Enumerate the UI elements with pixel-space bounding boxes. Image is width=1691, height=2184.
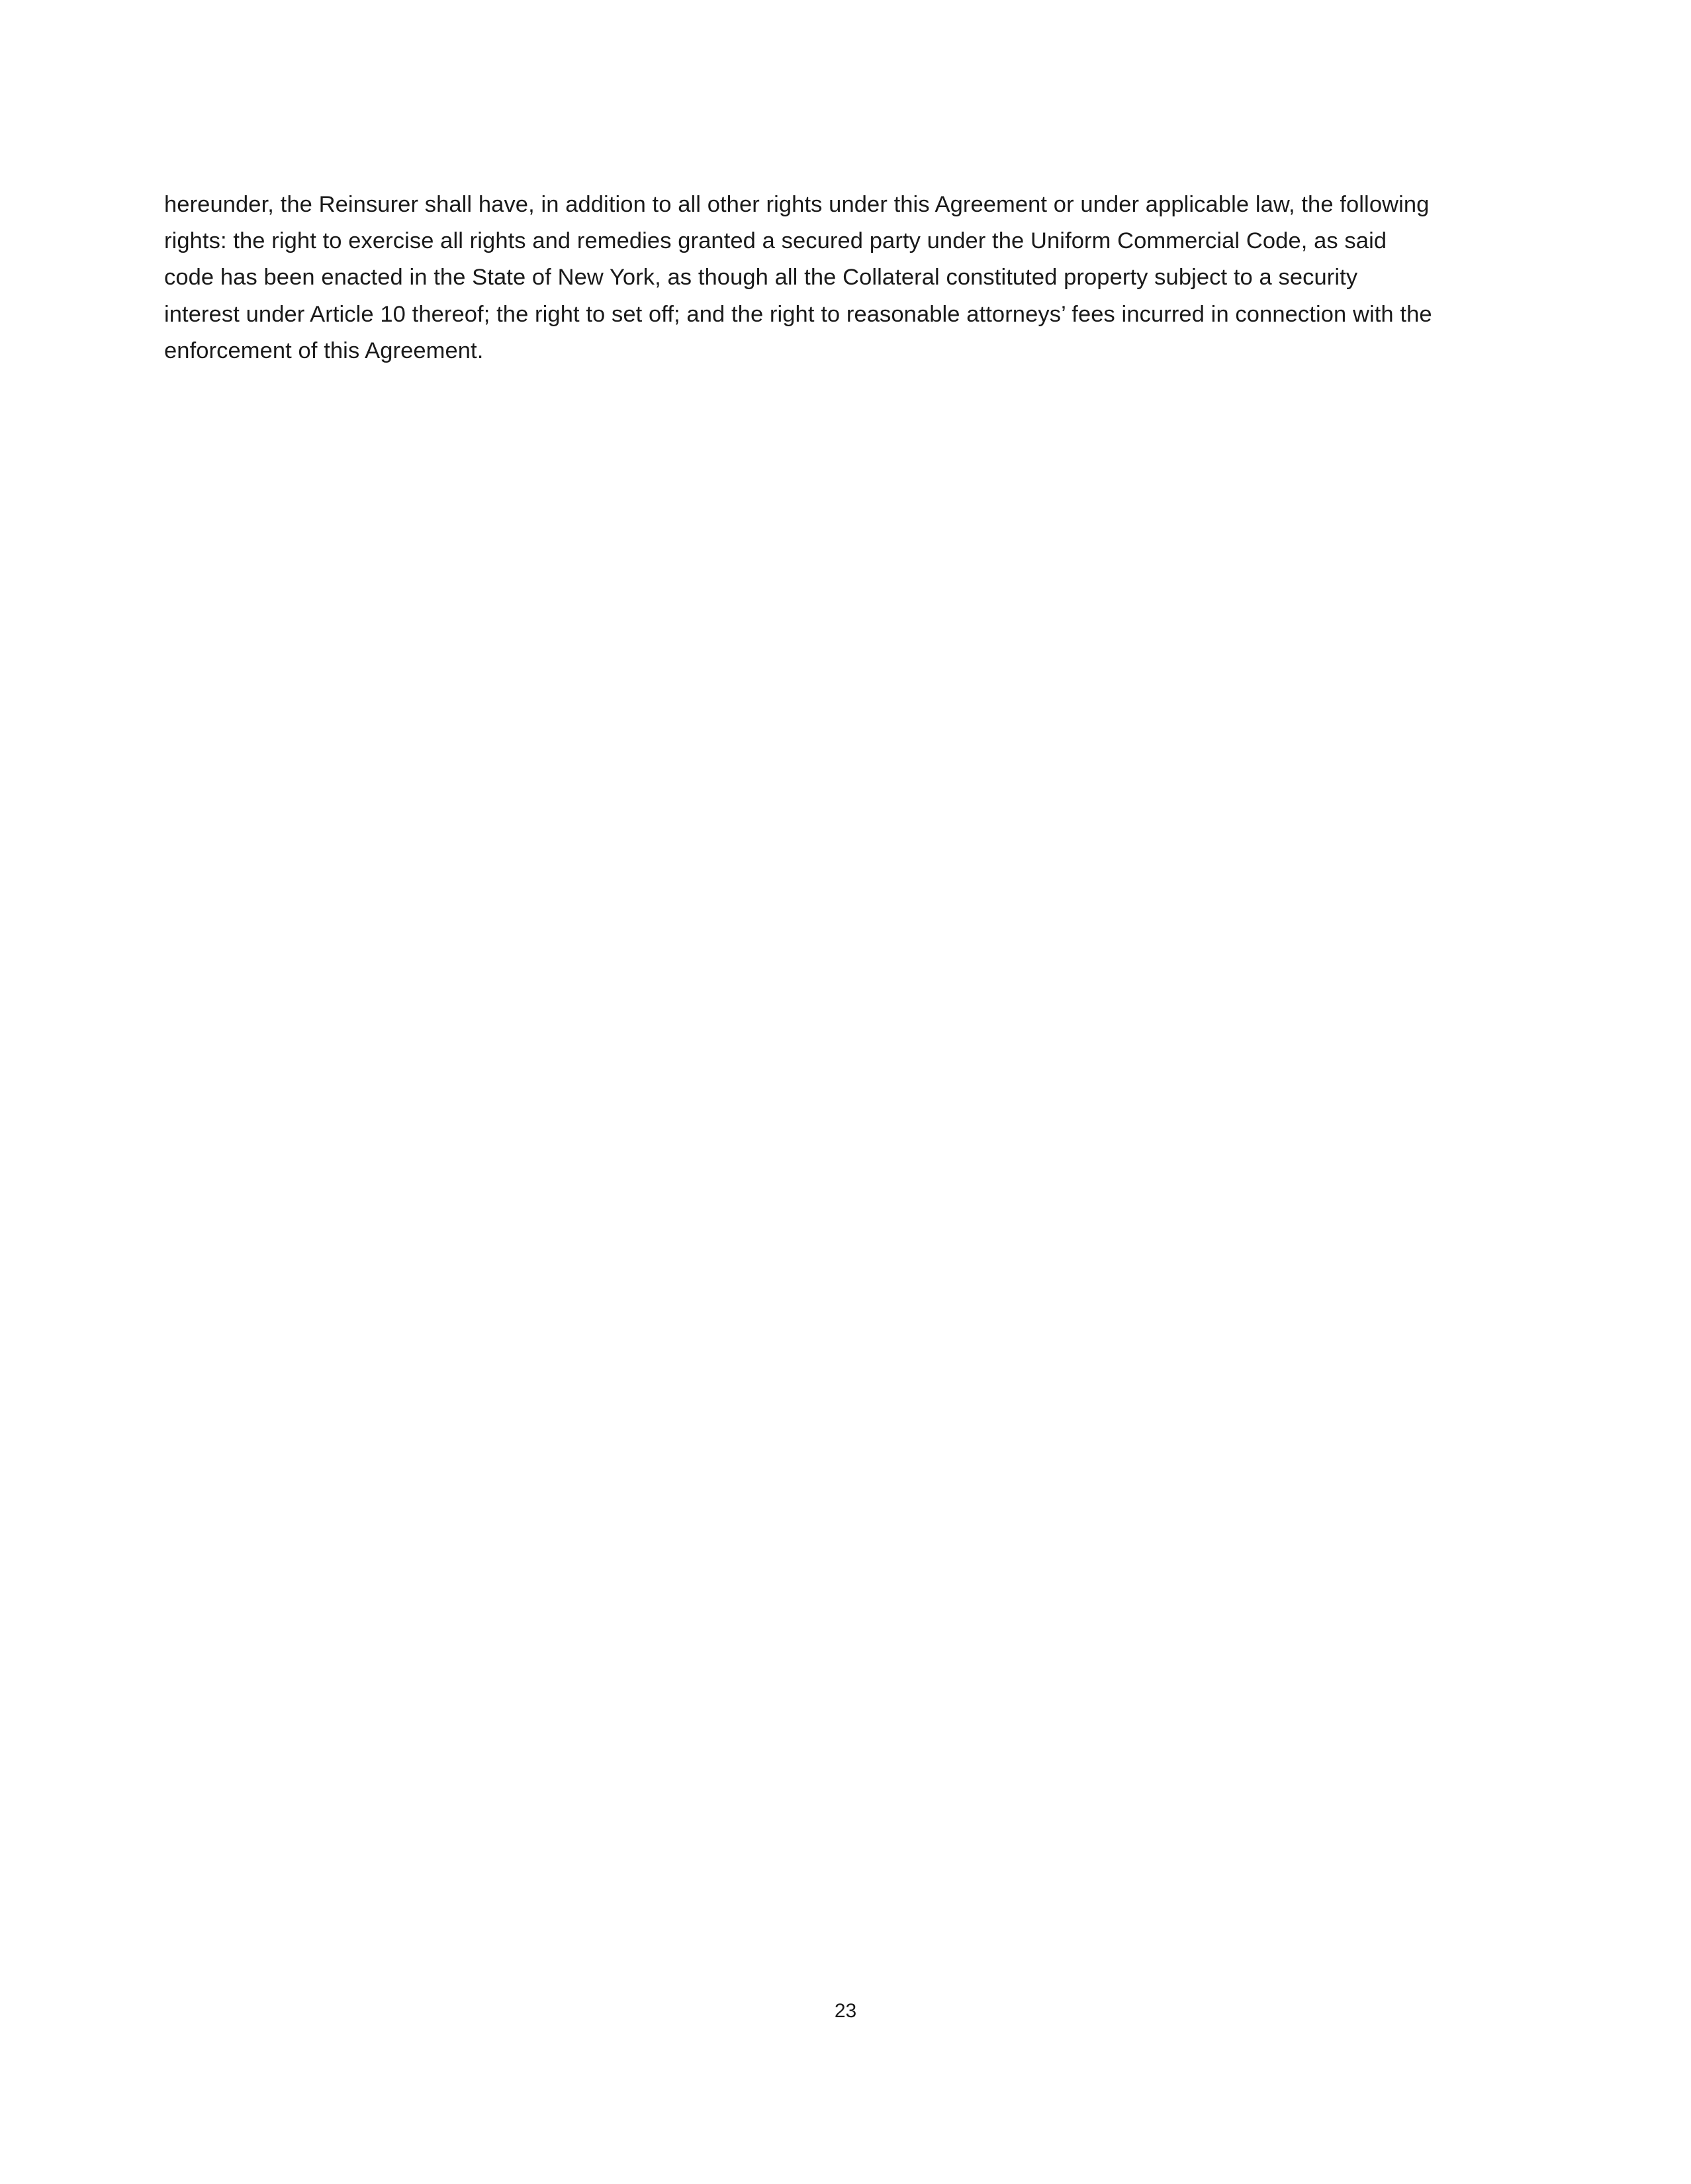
page-number: 23 <box>834 2000 857 2022</box>
body-paragraph: hereunder, the Reinsurer shall have, in addition to all other rights under this Agreement or under applicable law, the following rights: the right to exercise all rights and remedies granted a secured party under the Uniform Commercial Code, as said code has been enacted in the State of New York, as though all the Collateral constituted property subject to a security interest under Article 10 thereof; the right to set off; and the right to reasonable attorneys’ fees incurred in connection with the enforcement of this Agreement. <box>164 192 1432 363</box>
document-body <box>164 187 1438 369</box>
